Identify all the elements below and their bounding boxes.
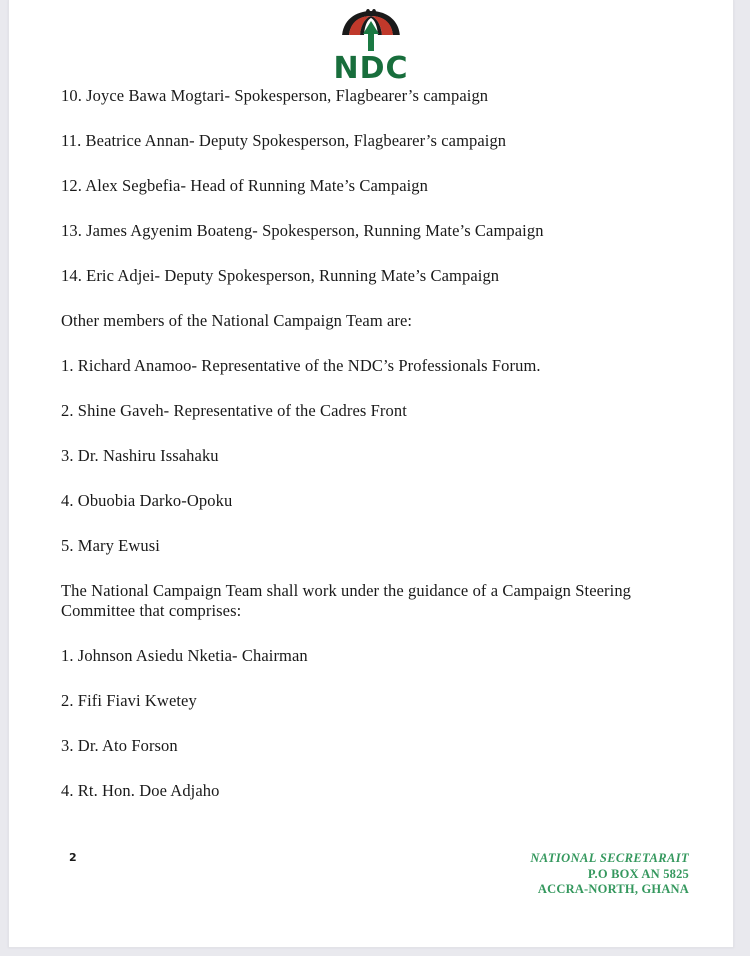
list-item: 5. Mary Ewusi xyxy=(61,536,160,555)
page-number: 2 xyxy=(69,851,77,864)
section-heading: The National Campaign Team shall work under the guidance of a Campaign Steering Committee that comprises: xyxy=(61,581,632,620)
address-line-2: P.O BOX AN 5825 xyxy=(587,866,689,881)
list-item: 10. Joyce Bawa Mogtari- Spokesperson, Flagbearer’s campaign xyxy=(61,86,489,105)
list-item: 14. Eric Adjei- Deputy Spokesperson, Running Mate’s Campaign xyxy=(61,266,500,285)
page-footer xyxy=(9,851,733,911)
list-item: 12. Alex Segbefia- Head of Running Mate’s Campaign xyxy=(61,176,429,195)
letterhead xyxy=(9,0,733,86)
document-body xyxy=(9,86,733,801)
ndc-umbrella-logo-icon xyxy=(340,8,402,52)
list-item: 2. Fifi Fiavi Kwetey xyxy=(61,691,197,710)
list-item: 1. Richard Anamoo- Representative of the NDC’s Professionals Forum. xyxy=(61,356,541,375)
document-page xyxy=(8,0,734,948)
list-item: 4. Obuobia Darko-Opoku xyxy=(61,491,233,510)
list-item: 4. Rt. Hon. Doe Adjaho xyxy=(61,781,220,800)
address-line-3: ACCRA-NORTH, GHANA xyxy=(537,882,689,896)
list-item: 3. Dr. Ato Forson xyxy=(61,736,178,755)
list-item: 11. Beatrice Annan- Deputy Spokesperson, Flagbearer’s campaign xyxy=(61,131,507,150)
ndc-acronym: NDC xyxy=(333,51,409,86)
list-item: 1. Johnson Asiedu Nketia- Chairman xyxy=(61,646,308,665)
ndc-logo xyxy=(333,8,408,85)
list-item: 13. James Agyenim Boateng- Spokesperson, Running Mate’s Campaign xyxy=(61,221,544,240)
section-heading: Other members of the National Campaign Team are: xyxy=(61,311,413,330)
secretariat-address xyxy=(530,851,689,898)
list-item: 2. Shine Gaveh- Representative of the Cadres Front xyxy=(61,401,407,420)
list-item: 3. Dr. Nashiru Issahaku xyxy=(61,446,219,465)
address-line-1: NATIONAL SECRETARAIT xyxy=(530,851,689,865)
